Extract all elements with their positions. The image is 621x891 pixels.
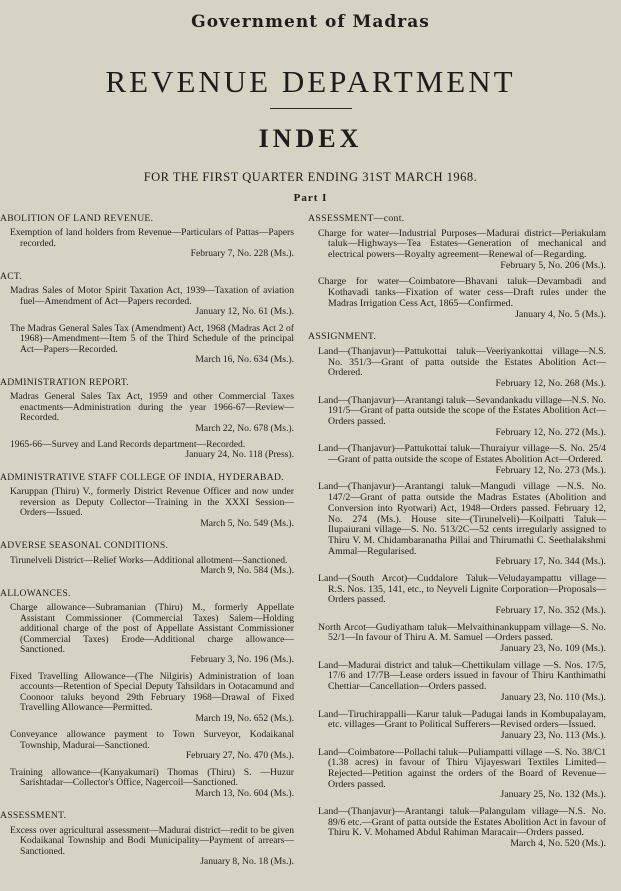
right-column (308, 212, 608, 860)
department-title: REVENUE DEPARTMENT (105, 64, 516, 99)
entry-text: 1965-66—Survey and Land Records department—Recorded. (10, 438, 246, 450)
entry-reference: January 24, No. 118 (Press). (185, 449, 294, 461)
index-entry (0, 730, 296, 761)
index-entry (0, 228, 296, 259)
index-entry (308, 623, 608, 655)
section-heading: ASSESSMENT—cont. (308, 213, 405, 224)
index-entry (0, 603, 296, 666)
entry-text: Fixed Travelling Allowance—(The Nilgiris) Administration of loan accounts—Retention of Special Deputy Tahsildars in Ootacamund and Coonoor taluks beyond 29th February 1968—Drawal of Fixed Travelling Allowance—Permitted. (10, 670, 294, 714)
index-entry (0, 826, 296, 868)
section-heading: ADMINISTRATIVE STAFF COLLEGE OF INDIA, HYDERABAD. (0, 471, 284, 483)
entry-text: The Madras General Sales Tax (Amendment) Act, 1968 (Madras Act 2 of 1968)—Amendment—Item 5 of the Third Schedule of the principal Act—Papers—Recorded. (10, 322, 294, 355)
entry-reference: March 19, No. 652 (Ms.). (195, 712, 294, 724)
index-section (0, 541, 296, 586)
index-section (0, 811, 296, 877)
entry-text: Madras General Sales Tax Act, 1959 and other Commercial Taxes enactments—Administration during the year 1966-67—Review—Recorded. (10, 391, 294, 424)
entry-text: Land—(Thanjavur)—Pattukottai taluk—Thuraiyur village—S. No. 25/4—Grant of patta outside the scope of Estates Abolition Act—Ordered. (318, 443, 606, 466)
entry-reference: January 23, No. 110 (Ms.). (500, 691, 606, 703)
section-heading: ALLOWANCES. (0, 587, 71, 599)
index-entry (308, 229, 608, 272)
index-section (308, 214, 608, 330)
entry-reference: January 12, No. 61 (Ms.). (195, 306, 294, 318)
index-entry (308, 444, 608, 476)
quarter-subtitle: FOR THE FIRST QUARTER ENDING 31ST MARCH 1968. (143, 170, 478, 184)
entry-text: Land—(South Arcot)—Cuddalore Taluk—Veludayampattu village— R.S. Nos. 135, 141, etc., to Neyveli Lignite Corporation—Proposals—Orders passed. (318, 572, 606, 606)
entry-reference: March 9, No. 584 (Ms.). (200, 565, 294, 577)
entry-text: Charge allowance—Subramanian (Thiru) M., formerly Appellate Assistant Commissioner (Commercial Taxes) Salem—Holding additional charge of the post of Appellate Assistant Commissioner (Commercial Taxes) Erode—Additional charge allowance—Sanctioned. (10, 602, 294, 655)
part-label: Part I (293, 192, 328, 204)
entry-reference: January 23, No. 109 (Ms.). (500, 643, 606, 655)
entry-text: Land—Madurai district and taluk—Chettikulam village —S. Nos. 17/5, 17/6 and 17/7B—Lease orders issued in favour of Thiru Kanthimathi Chettiar—Cancellation—Orders passed. (318, 659, 606, 693)
index-entry (308, 277, 608, 320)
entry-reference: January 8, No. 18 (Ms.). (200, 855, 294, 867)
section-heading: ABOLITION OF LAND REVENUE. (0, 213, 154, 224)
index-section (308, 332, 608, 860)
index-entry (308, 347, 608, 390)
entry-reference: March 4, No. 520 (Ms.). (510, 838, 606, 850)
index-entry (0, 556, 296, 577)
section-heading: ASSESSMENT. (0, 810, 67, 822)
left-column (0, 212, 296, 877)
entry-reference: January 23, No. 113 (Ms.). (500, 729, 606, 741)
entry-text: Exemption of land holders from Revenue—Particulars of Pattas—Papers recorded. (10, 227, 294, 249)
entry-reference: March 5, No. 549 (Ms.). (200, 517, 294, 529)
entry-text: Land—(Thanjavur)—Arantangi taluk—Mangudi village —N.S. No. 147/2—Grant of patta outside the Madras Estates (Abolition and Conversion into Ryotwari) Act, 1948—Orders passed. February 12, No. 274 (Ms.). House site—(Tirunelveli)—Koilpatti Taluk—Ilupaiurani village—S. No. 513/2C—52 cents irregularly assigned to Thiru V. M. Chidambaranatha Pillai and Thirumathi C. Seethalakshmi Ammal—Regularised. (318, 481, 606, 557)
entry-text: Conveyance allowance payment to Town Surveyor, Kodaikanal Township, Madurai—Sanctioned. (10, 729, 294, 751)
section-heading: ASSIGNMENT. (308, 331, 377, 343)
entry-reference: March 16, No. 634 (Ms.). (195, 354, 294, 366)
index-entry (308, 807, 608, 850)
entry-text: Land—Coimbatore—Pollachi taluk—Puliampatti village —S. No. 38/C1 (1.38 acres) in favour of Thiru Vijayeswari Textiles Limited—Rejected—Petition against the orders of the Board of Revenue—Orders passed. (318, 746, 606, 790)
index-section (0, 378, 296, 471)
entry-text: Charge for water—Industrial Purposes—Madurai district—Periakulam taluk—Highways—Tea Estates—Generation of mechanical and electrical powers—Royalty agreement—Renewal of—Regarding. (318, 227, 606, 261)
section-heading: ACT. (0, 270, 23, 282)
entry-reference: January 4, No. 5 (Ms.). (515, 308, 606, 320)
entry-text: Madras Sales of Motor Spirit Taxation Act, 1939—Taxation of aviation fuel—Amendment of Act—Papers recorded. (10, 285, 294, 307)
index-title: INDEX (258, 124, 363, 153)
section-heading: ADVERSE SEASONAL CONDITIONS. (0, 540, 169, 552)
entry-reference: February 27, No. 470 (Ms.). (185, 750, 294, 762)
entry-reference: February 12, No. 273 (Ms.). (495, 464, 606, 476)
entry-text: Land—Tiruchirappalli—Karur taluk—Padugai lands in Kombupalayam, etc. villages—Grant to Political Sufferers—Revised orders—Issued. (318, 708, 606, 731)
index-section (0, 272, 296, 376)
entry-text: Land—(Thanjavur)—Arantangi taluk—Palangulam village—N.S. No. 89/6 etc.—Grant of patta outside the Estates Abolition Act in favour of Thiru K. V. Mohamed Abdul Rahiman Maracair—Orders passed. (318, 806, 606, 839)
entry-text: Land—(Thanjavur)—Pattukottai taluk—Veeriyankottai village—N.S. No. 351/3—Grant of patta outside the Estates Abolition Act—Ordered. (318, 345, 606, 379)
section-heading: ADMINISTRATION REPORT. (0, 376, 129, 388)
entry-reference: March 13, No. 604 (Ms.). (195, 787, 294, 799)
entry-reference: February 17, No. 344 (Ms.). (495, 556, 606, 568)
entry-reference: February 12, No. 272 (Ms.). (495, 426, 606, 438)
entry-text: Charge for water—Coimbatore—Bhavani taluk—Devambadi and Kothavadi tanks—Fixation of water cess—Draft rules under the Madras Irrigation Cess Act, 1865—Confirmed. (318, 276, 606, 309)
entry-text: North Arcot—Gudiyatham taluk—Melvaithinankuppam village—S. No. 52/1—In favour of Thiru A. M. Samuel —Orders passed. (318, 621, 606, 644)
entry-text: Excess over agricultural assessment—Madurai district—redit to be given Kodaikanal Township and Bodi Municipality—Payment of arrears—Sanctioned. (10, 824, 294, 857)
entry-reference: February 17, No. 352 (Ms.). (495, 605, 606, 616)
entry-reference: February 12, No. 268 (Ms.). (495, 377, 606, 389)
entry-text: Karuppan (Thiru) V., formerly District Revenue Officer and now under reversion as Deputy Collector—Training in the XXXI Session—Orders—Issued. (10, 486, 294, 519)
index-entry (0, 324, 296, 366)
entry-reference: March 22, No. 678 (Ms.). (195, 422, 294, 434)
entry-text: Tirunelveli District—Relief Works—Additional allotment—Sanctioned. (10, 554, 288, 566)
index-entry (0, 440, 296, 461)
index-section (0, 473, 296, 539)
index-entry (308, 396, 608, 439)
index-entry (0, 392, 296, 434)
index-entry (308, 710, 608, 742)
index-entry (0, 286, 296, 317)
index-section (0, 214, 296, 270)
index-entry (0, 768, 296, 799)
index-entry (0, 672, 296, 724)
index-section (0, 589, 296, 809)
entry-reference: February 7, No. 228 (Ms.). (190, 248, 294, 260)
entry-reference: February 3, No. 196 (Ms.). (190, 654, 294, 666)
entry-reference: February 5, No. 206 (Ms.). (500, 259, 606, 271)
index-entry (308, 482, 608, 568)
index-entry (0, 487, 296, 529)
index-entry (308, 661, 608, 704)
entry-reference: January 25, No. 132 (Ms.). (500, 789, 606, 801)
title-divider (270, 108, 352, 109)
entry-text: Training allowance—(Kanyakumari) Thomas (Thiru) S. —Huzur Sarishtadar—Collector's Office, Nagercoil—Sanctioned. (10, 766, 294, 789)
index-entry (308, 574, 608, 617)
entry-text: Land—(Thanjavur)—Arantangi taluk—Sevandankadu village—N.S. No. 191/5—Grant of patta outside the scope of the Estates Abolition Act—Orders passed. (318, 394, 606, 427)
index-entry (308, 748, 608, 801)
government-title: Government of Madras (191, 12, 430, 32)
